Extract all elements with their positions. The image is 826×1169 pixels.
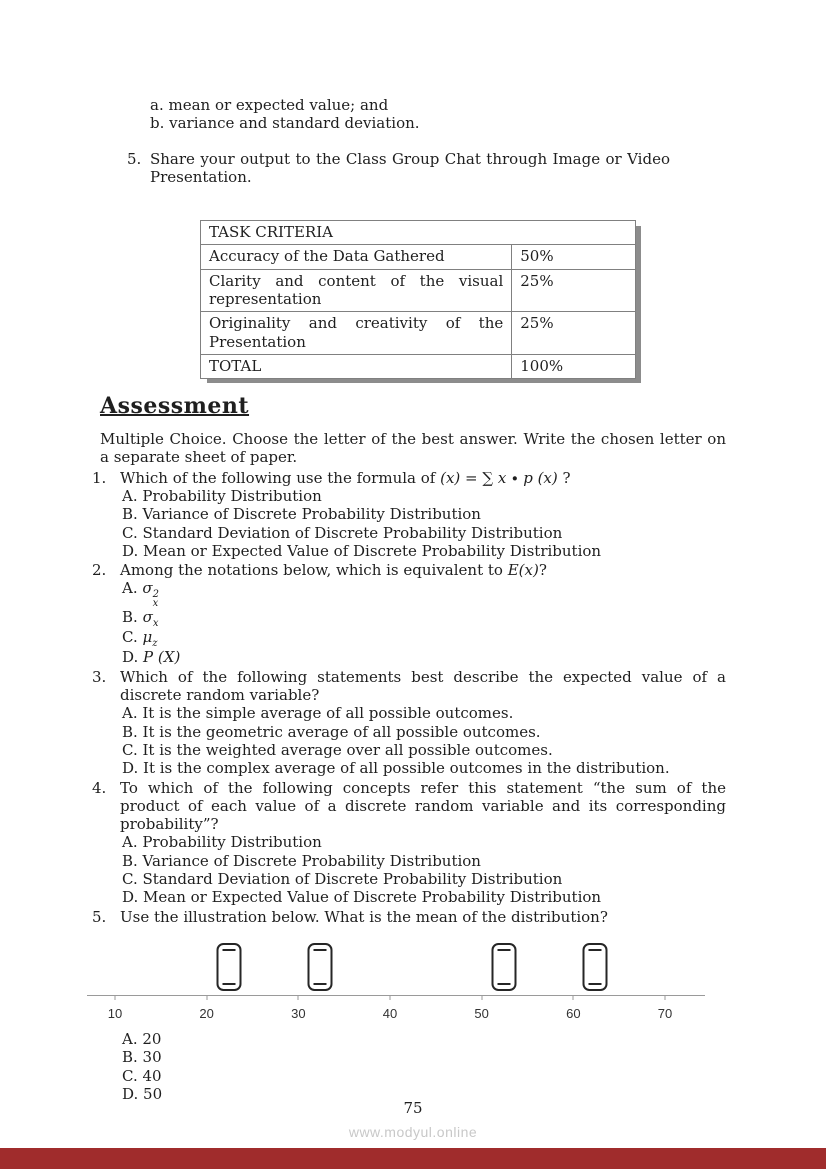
- choices-q2: [122, 579, 726, 666]
- question-3: [92, 668, 726, 778]
- tick-mark: [390, 995, 391, 1000]
- table-header-row: [201, 221, 636, 245]
- criteria-cell: Accuracy of the Data Gathered: [201, 245, 512, 269]
- table-row: [201, 354, 636, 378]
- question-4: [92, 779, 726, 907]
- question-number: 1.: [92, 468, 107, 487]
- axis-line: [87, 995, 705, 996]
- step-number: 5.: [127, 149, 142, 168]
- phone-icon: [491, 943, 516, 991]
- tick-mark: [573, 995, 574, 1000]
- tick-label: 60: [566, 1006, 581, 1022]
- tick-mark: [481, 995, 482, 1000]
- task-criteria-table: [200, 220, 636, 379]
- tick-mark: [206, 995, 207, 1000]
- question-text: Use the illustration below. What is the mean of the distribution?: [120, 907, 608, 926]
- choice-c: C. μ z: [122, 628, 158, 650]
- choice-b: B. 30: [122, 1048, 162, 1067]
- choice-d: D. 50: [122, 1084, 163, 1103]
- instructions: Multiple Choice. Choose the letter of the best answer. Write the chosen letter on a separate sheet of paper.: [100, 430, 726, 467]
- number-line-illustration: [107, 936, 726, 1024]
- question-number: 5.: [92, 907, 107, 926]
- tick-label: 30: [291, 1006, 306, 1022]
- choices-q3: [122, 704, 726, 777]
- question-text: Which of the following statements best describe the expected value of a discrete random variable?: [120, 667, 726, 705]
- formula: E(x): [507, 561, 539, 580]
- phone-icon: [308, 943, 333, 991]
- question-number: 3.: [92, 667, 107, 686]
- assessment-heading: Assessment: [100, 393, 250, 420]
- choice-d: D. P (X): [122, 648, 181, 667]
- table-row: [201, 312, 636, 355]
- watermark: www.modyul.online: [348, 1124, 478, 1140]
- question-text: To which of the following concepts refer this statement “the sum of the product of each value of a discrete random variable and its corresponding probability”?: [120, 778, 726, 834]
- tick-label: 50: [474, 1006, 489, 1022]
- choice-c: C. Standard Deviation of Discrete Probability Distribution: [122, 870, 563, 889]
- choice-a: A. 20: [122, 1029, 162, 1048]
- phone-icon: [583, 943, 608, 991]
- table-row: [201, 269, 636, 312]
- choice-c: C. It is the weighted average over all possible outcomes.: [122, 740, 553, 759]
- number-line: [107, 936, 673, 1024]
- choices-q5: [122, 1030, 726, 1103]
- tick-mark: [298, 995, 299, 1000]
- weight-cell: 50%: [512, 245, 636, 269]
- question-2: [92, 561, 726, 667]
- choice-a: A. σ 2 x: [122, 579, 160, 610]
- question-text: Which of the following use the formula of (x) = ∑ x ∙ p (x) ?: [120, 468, 571, 487]
- list-item-b: b. variance and standard deviation.: [150, 114, 420, 133]
- table-title: TASK CRITERIA: [201, 221, 636, 245]
- choice-b: B. Variance of Discrete Probability Distribution: [122, 851, 481, 870]
- choices-q1: [122, 487, 726, 560]
- question-text: Among the notations below, which is equivalent to E(x)?: [120, 561, 547, 580]
- tick-label: 10: [107, 1006, 123, 1022]
- question-number: 2.: [92, 561, 107, 580]
- criteria-cell: Clarity and content of the visual representation: [201, 269, 512, 312]
- weight-cell: 25%: [512, 269, 636, 312]
- list-item-a: a. mean or expected value; and: [150, 96, 389, 114]
- choice-c: C. 40: [122, 1066, 162, 1085]
- sub-list: [150, 96, 726, 133]
- choice-c: C. Standard Deviation of Discrete Probability Distribution: [122, 523, 563, 542]
- choice-d: D. Mean or Expected Value of Discrete Probability Distribution: [122, 541, 602, 560]
- choice-b: B. It is the geometric average of all possible outcomes.: [122, 722, 541, 741]
- choices-q4: [122, 833, 726, 906]
- choice-a: A. It is the simple average of all possible outcomes.: [122, 704, 514, 723]
- weight-cell: 100%: [512, 354, 636, 378]
- tick-label: 70: [657, 1006, 673, 1022]
- choice-a: A. Probability Distribution: [122, 833, 322, 852]
- question-1: [92, 469, 726, 560]
- step-text: Share your output to the Class Group Chat through Image or Video Presentation.: [150, 149, 670, 186]
- choice-d: D. It is the complex average of all possible outcomes in the distribution.: [122, 759, 670, 778]
- tick-label: 20: [199, 1006, 214, 1022]
- page-number: 75: [403, 1099, 423, 1117]
- step-5: [127, 150, 726, 187]
- choice-d: D. Mean or Expected Value of Discrete Probability Distribution: [122, 888, 602, 907]
- tick-mark: [665, 995, 666, 1000]
- footer-bar: [0, 1148, 826, 1169]
- choice-b: B. σ x: [122, 608, 159, 630]
- formula: (x) = ∑ x ∙ p (x): [440, 468, 558, 487]
- phone-icon: [216, 943, 241, 991]
- criteria-cell: Originality and creativity of the Presentation: [201, 312, 512, 355]
- question-number: 4.: [92, 778, 107, 797]
- tick-label: 40: [382, 1006, 398, 1022]
- choice-a: A. Probability Distribution: [122, 486, 322, 505]
- table-row: [201, 245, 636, 269]
- choice-b: B. Variance of Discrete Probability Distribution: [122, 505, 481, 524]
- question-5: [92, 908, 726, 926]
- criteria-cell: TOTAL: [201, 354, 512, 378]
- tick-mark: [115, 995, 116, 1000]
- weight-cell: 25%: [512, 312, 636, 355]
